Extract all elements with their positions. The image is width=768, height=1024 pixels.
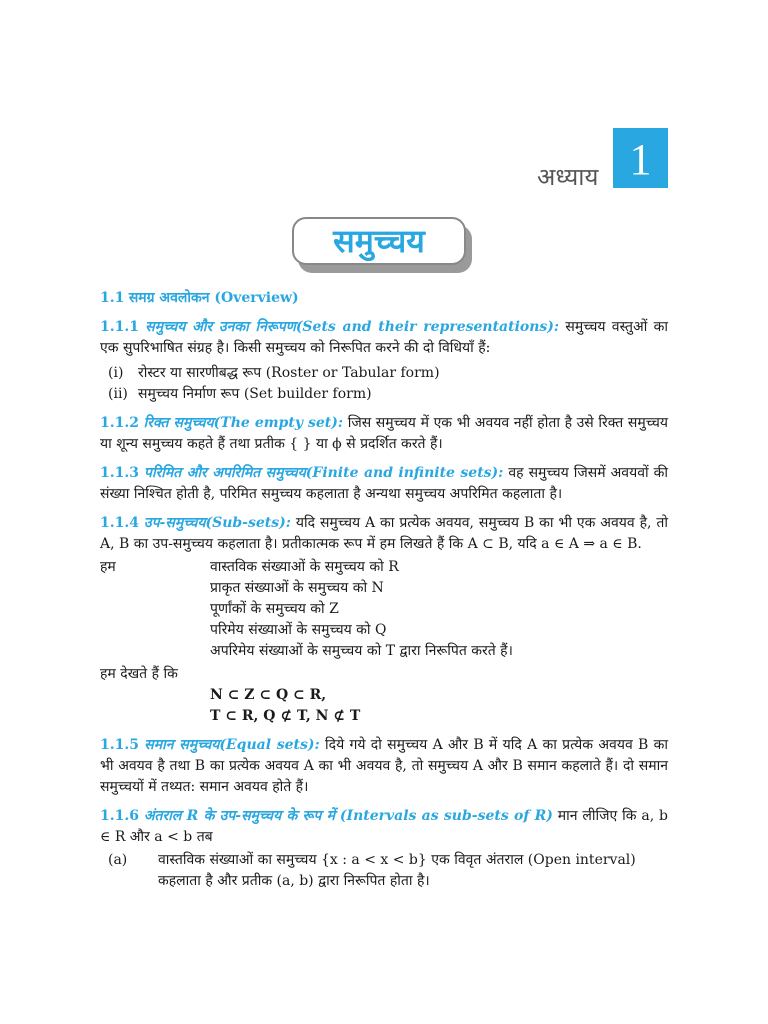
title-box	[292, 217, 466, 265]
set-row	[100, 578, 668, 599]
list-text: समुच्चय निर्माण रूप (Set builder form)	[138, 386, 372, 402]
section-1-1-2	[100, 413, 668, 455]
chapter-title: समुच्चय	[333, 222, 425, 260]
chapter-title-frame	[292, 217, 472, 271]
chapter-number-box: 1	[613, 128, 668, 188]
relation-line: N ⊂ Z ⊂ Q ⊂ R,	[210, 687, 327, 703]
section-1-1-4	[100, 513, 668, 555]
section-title-en: (Sets and their representations):	[295, 319, 560, 335]
section-number: 1.1.1	[100, 319, 139, 335]
section-body: यदि समुच्चय A का प्रत्येक अवयव, समुच्चय B का भी एक अवयव है, तो A, B का उप-समुच्चय कहलाता है। प्रतीकात्मक रूप में हम लिखते हैं कि A ⊂ B, यदि a ∈ A ⇒ a ∈ B.	[100, 515, 669, 552]
section-number: 1.1.2	[100, 415, 139, 431]
list-number: (i)	[108, 365, 124, 381]
section-number: 1.1.4	[100, 515, 139, 531]
section-body: मान लीजिए कि a, b ∈ R और a < b तब	[100, 808, 669, 845]
section-title: समान समुच्चय	[144, 737, 220, 753]
section-body: वह समुच्चय जिसमें अवयवों की संख्या निश्चित होती है, परिमित समुच्चय कहलाता है अन्यथा समुच्चय अपरिमित कहलाता है।	[100, 465, 668, 502]
section-title-en: (Intervals as sub-sets of R)	[339, 808, 553, 824]
section-title-en: (Equal sets):	[219, 737, 320, 753]
section-number: 1.1.3	[100, 465, 139, 481]
list-item	[100, 384, 668, 405]
set-text: वास्तविक संख्याओं के समुच्चय को R	[210, 559, 399, 575]
section-title-en: (The empty set):	[213, 415, 344, 431]
set-text: परिमेय संख्याओं के समुच्चय को Q	[210, 622, 387, 638]
section-number: 1.1.6	[100, 808, 139, 824]
section-body: जिस समुच्चय में एक भी अवयव नहीं होता है उसे रिक्त समुच्चय या शून्य समुच्चय कहते हैं तथा प्रतीक { } या ϕ से प्रदर्शित करते हैं।	[100, 415, 669, 452]
relation-line: T ⊂ R, Q ⊄ T, N ⊄ T	[210, 708, 361, 724]
section-1-1-5	[100, 735, 668, 798]
set-text: प्राकृत संख्याओं के समुच्चय को N	[210, 580, 384, 596]
see-text: हम देखते हैं कि	[100, 666, 178, 682]
list-number: (a)	[108, 852, 128, 868]
section-title: परिमित और अपरिमित समुच्चय	[144, 465, 306, 481]
section-title-en: (Sub-sets):	[205, 515, 291, 531]
set-text: अपरिमेय संख्याओं के समुच्चय को T द्वारा निरूपित करते हैं।	[210, 643, 513, 659]
section-1-1-6	[100, 806, 668, 848]
set-row	[100, 557, 668, 578]
list-text: वास्तविक संख्याओं का समुच्चय {x : a < x < b} एक विवृत अंतराल (Open interval) कहलाता है और प्रतीक (a, b) द्वारा निरूपित होता है।	[158, 852, 636, 889]
set-text: पूर्णांकों के समुच्चय को Z	[210, 601, 339, 617]
section-title: समुच्चय और उनका निरूपण	[145, 319, 296, 335]
section-1-1-3	[100, 463, 668, 505]
section-title-en: (Finite and infinite sets):	[305, 465, 504, 481]
section-1-1	[100, 288, 668, 309]
section-title: अंतराल R के उप-समुच्चय के रूप में	[143, 808, 336, 824]
set-row	[100, 641, 668, 662]
section-number: 1.1	[100, 290, 125, 306]
section-1-1-1	[100, 317, 668, 359]
set-lead: हम	[100, 559, 116, 575]
section-number: 1.1.5	[100, 737, 139, 753]
list-item	[100, 363, 668, 384]
section-title: समग्र अवलोकन (Overview)	[128, 290, 299, 306]
list-number: (ii)	[108, 386, 128, 402]
list-item	[100, 850, 668, 892]
chapter-label: अध्याय	[537, 163, 599, 191]
set-row	[100, 599, 668, 620]
section-title: रिक्त समुच्चय	[143, 415, 214, 431]
set-row	[100, 620, 668, 641]
list-text: रोस्टर या सारणीबद्ध रूप (Roster or Tabular form)	[138, 365, 440, 381]
section-body: दिये गये दो समुच्चय A और B में यदि A का प्रत्येक अवयव B का भी अवयव है तथा B का प्रत्येक अवयव A का भी अवयव है, तो समुच्चय A और B समान कहलाते हैं। दो समान समुच्चयों में तथ्यत: समान अवयव होते हैं।	[100, 737, 669, 795]
page-content	[100, 288, 668, 892]
section-title: उप-समुच्चय	[143, 515, 206, 531]
section-body: समुच्चय वस्तुओं का एक सुपरिभाषित संग्रह है। किसी समुच्चय को निरूपित करने की दो विधियाँ हैं:	[100, 319, 669, 356]
